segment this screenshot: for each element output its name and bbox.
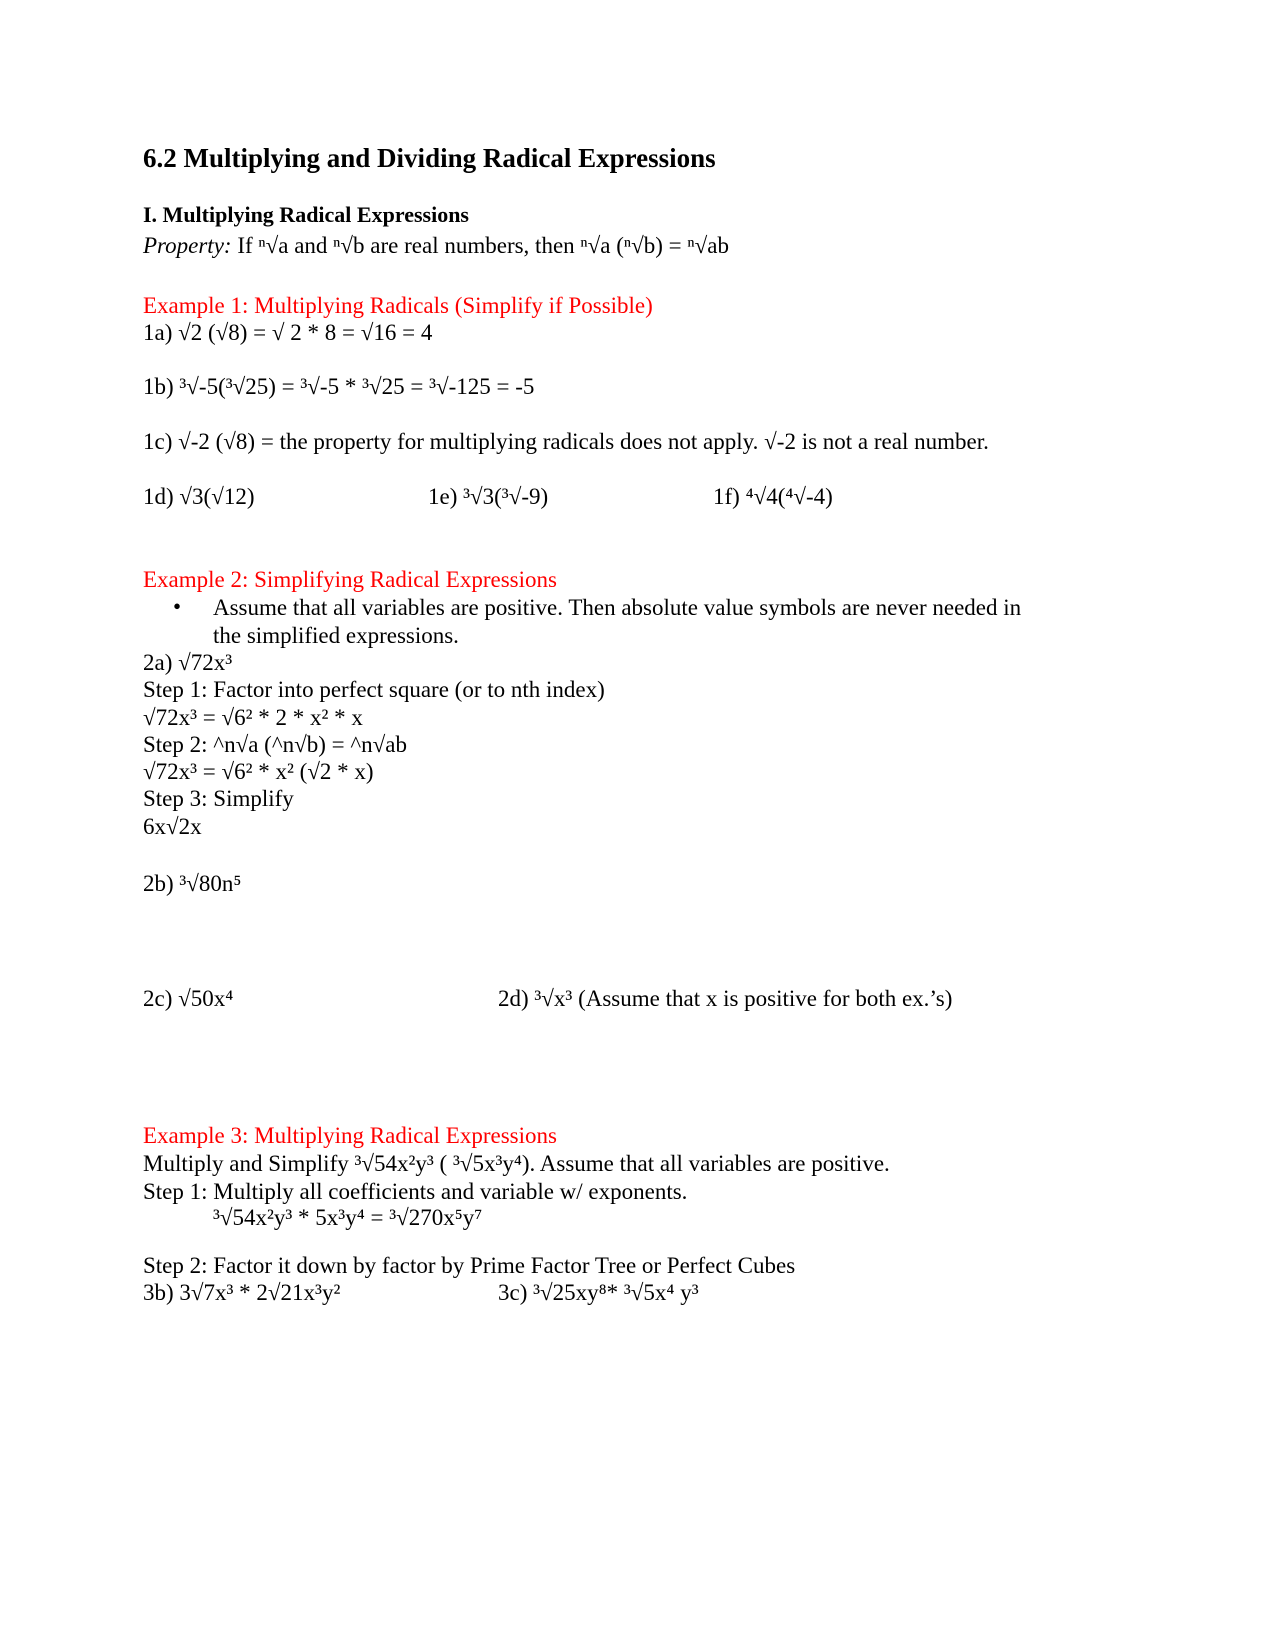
- property-text: If ⁿ√a and ⁿ√b are real numbers, then ⁿ√a (ⁿ√b) = ⁿ√ab: [231, 233, 729, 258]
- example3-heading: Example 3: Multiplying Radical Expressions: [143, 1123, 557, 1148]
- bullet-text-line1: Assume that all variables are positive. Then absolute value symbols are never needed in: [213, 595, 1022, 620]
- problem-2d: 2d) ³√x³ (Assume that x is positive for both ex.’s): [498, 986, 953, 1011]
- example3-step1-expression: ³√54x²y³ * 5x³y⁴ = ³√270x⁵y⁷: [213, 1205, 483, 1230]
- bullet-text-line2: the simplified expressions.: [213, 623, 459, 648]
- step3-label: Step 3: Simplify: [143, 786, 294, 811]
- answer-2a: 6x√2x: [143, 814, 202, 839]
- bullet-icon: •: [173, 594, 182, 619]
- example3-intro: Multiply and Simplify ³√54x²y³ ( ³√5x³y⁴). Assume that all variables are positive.: [143, 1151, 890, 1176]
- section-heading: I. Multiplying Radical Expressions: [143, 202, 469, 227]
- problem-1a: 1a) √2 (√8) = √ 2 * 8 = √16 = 4: [143, 320, 433, 345]
- property-statement: [143, 232, 729, 260]
- problem-2a: 2a) √72x³: [143, 650, 233, 675]
- step2-label: Step 2: ^n√a (^n√b) = ^n√ab: [143, 732, 407, 757]
- page-title: 6.2 Multiplying and Dividing Radical Expressions: [143, 143, 716, 173]
- step1-label: Step 1: Factor into perfect square (or to nth index): [143, 677, 605, 702]
- step1-expression: √72x³ = √6² * 2 * x² * x: [143, 705, 363, 730]
- property-label: Property:: [143, 233, 232, 258]
- problem-1e: 1e) ³√3(³√-9): [428, 484, 549, 509]
- step2-expression: √72x³ = √6² * x² (√2 * x): [143, 759, 374, 784]
- problem-1d: 1d) √3(√12): [143, 484, 255, 509]
- problem-1b: 1b) ³√-5(³√25) = ³√-5 * ³√25 = ³√-125 = -5: [143, 374, 535, 399]
- example1-heading: Example 1: Multiplying Radicals (Simplify if Possible): [143, 293, 653, 318]
- problem-1c: 1c) √-2 (√8) = the property for multiplying radicals does not apply. √-2 is not a real number.: [143, 429, 989, 454]
- example3-step1: Step 1: Multiply all coefficients and variable w/ exponents.: [143, 1179, 688, 1204]
- example2-heading: Example 2: Simplifying Radical Expressions: [143, 567, 557, 592]
- example3-step2: Step 2: Factor it down by factor by Prime Factor Tree or Perfect Cubes: [143, 1253, 796, 1278]
- problem-3c: 3c) ³√25xy⁸* ³√5x⁴ y³: [498, 1280, 699, 1305]
- problem-2b: 2b) ³√80n⁵: [143, 871, 242, 896]
- problem-1f: 1f) ⁴√4(⁴√-4): [713, 484, 833, 509]
- problem-3b: 3b) 3√7x³ * 2√21x³y²: [143, 1280, 341, 1305]
- problem-2c: 2c) √50x⁴: [143, 986, 234, 1011]
